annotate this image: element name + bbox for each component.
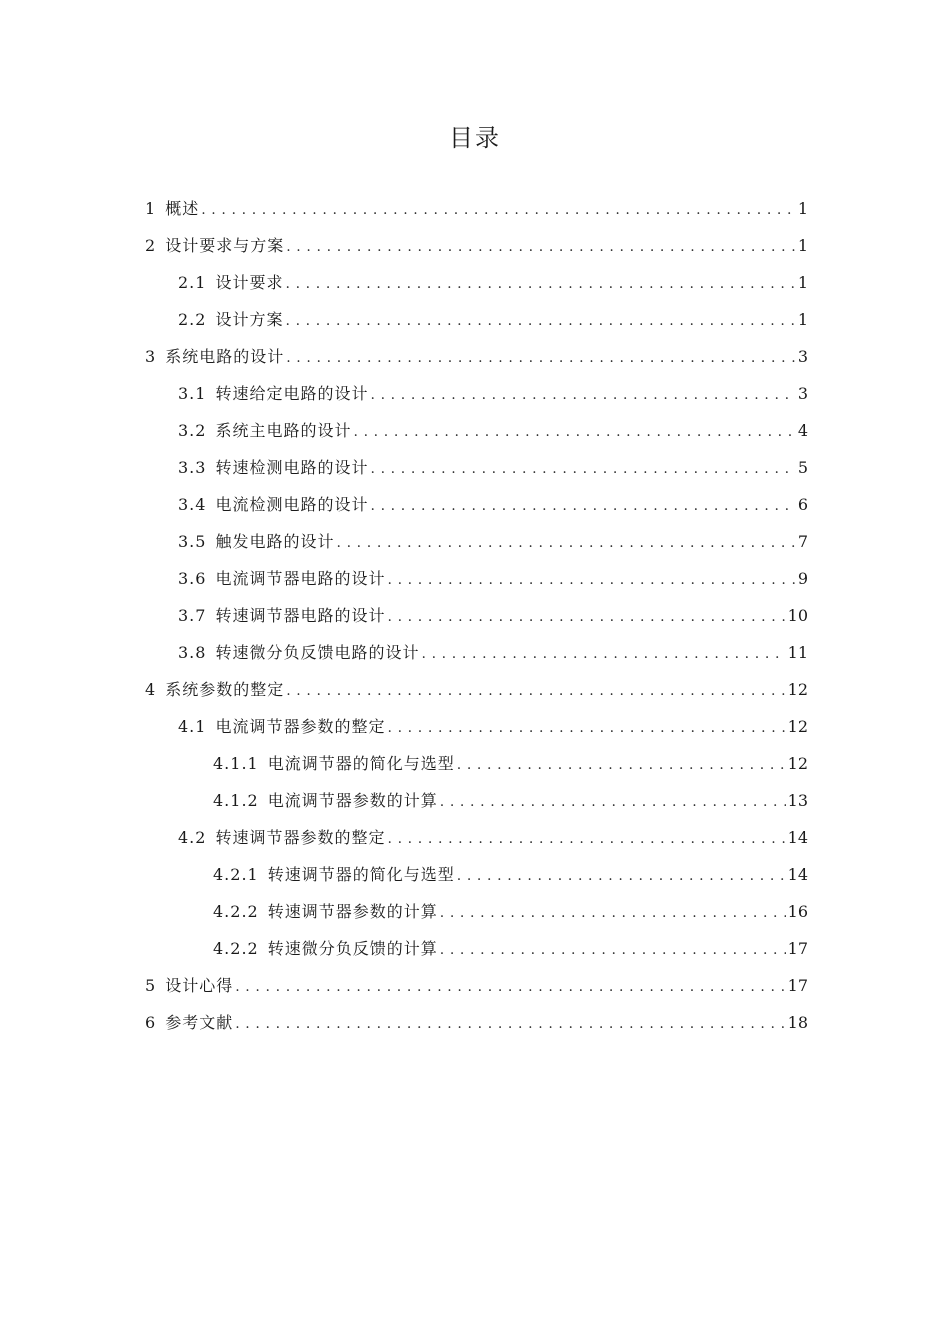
toc-entry-number: 2.2 — [178, 310, 207, 329]
toc-entry[interactable] — [145, 634, 808, 671]
toc-entry-number: 6 — [145, 1013, 157, 1032]
toc-entry-title: 设计方案 — [215, 310, 284, 329]
toc-entry-number: 3.4 — [178, 495, 207, 514]
toc-entry-title: 电流调节器参数的计算 — [267, 791, 438, 810]
toc-entry-title: 设计要求与方案 — [165, 236, 285, 255]
toc-entry-title: 概述 — [165, 199, 200, 218]
toc-entry-number: 3.8 — [178, 643, 207, 662]
toc-dot-leader — [457, 747, 786, 784]
toc-entry-page: 3 — [797, 384, 808, 403]
toc-entry-number: 4.1.2 — [213, 791, 259, 810]
toc-dot-leader — [286, 229, 796, 266]
toc-entry-page: 12 — [787, 680, 808, 699]
toc-dot-leader — [387, 599, 785, 636]
toc-entry-title: 转速调节器参数的计算 — [267, 902, 438, 921]
toc-dot-leader — [387, 710, 785, 747]
toc-entry-page: 1 — [797, 236, 808, 255]
toc-entry-page: 17 — [787, 976, 808, 995]
toc-entry-title: 电流调节器电路的设计 — [215, 569, 386, 588]
toc-entry-title: 转速调节器的简化与选型 — [267, 865, 455, 884]
toc-entry-title: 转速调节器参数的整定 — [215, 828, 386, 847]
toc-entry[interactable] — [145, 1004, 808, 1041]
toc-dot-leader — [336, 525, 795, 562]
toc-entry-number: 4 — [145, 680, 157, 699]
toc-entry-number: 3.5 — [178, 532, 207, 551]
toc-entry[interactable] — [145, 338, 808, 375]
toc-entry-number: 4.2 — [178, 828, 207, 847]
toc-entry-page: 4 — [797, 421, 808, 440]
toc-entry-page: 14 — [787, 828, 808, 847]
toc-entry-page: 16 — [787, 902, 808, 921]
toc-entry-page: 9 — [797, 569, 808, 588]
page-title: 目录 — [449, 124, 501, 152]
toc-entry[interactable] — [145, 967, 808, 1004]
toc-entry[interactable] — [145, 560, 808, 597]
toc-entry-title: 设计心得 — [165, 976, 234, 995]
toc-entry-page: 1 — [797, 199, 808, 218]
toc-entry-page: 18 — [787, 1013, 808, 1032]
toc-dot-leader — [286, 340, 796, 377]
toc-dot-leader — [370, 488, 795, 525]
toc-entry[interactable] — [145, 893, 808, 930]
toc-dot-leader — [353, 414, 795, 451]
toc-dot-leader — [235, 1006, 785, 1043]
toc-entry-title: 电流调节器的简化与选型 — [267, 754, 455, 773]
toc-entry-number: 2.1 — [178, 273, 207, 292]
toc-entry[interactable] — [145, 745, 808, 782]
toc-dot-leader — [421, 636, 785, 673]
toc-entry-title: 系统主电路的设计 — [215, 421, 352, 440]
toc-entry-page: 12 — [787, 717, 808, 736]
toc-entry[interactable] — [145, 449, 808, 486]
toc-entry[interactable] — [145, 597, 808, 634]
toc-entry-number: 5 — [145, 976, 157, 995]
toc-entry-page: 6 — [797, 495, 808, 514]
toc-dot-leader — [440, 932, 786, 969]
toc-entry[interactable] — [145, 819, 808, 856]
toc-entry-title: 设计要求 — [215, 273, 284, 292]
toc-entry-number: 4.2.1 — [213, 865, 259, 884]
toc-entry-number: 4.2.2 — [213, 939, 259, 958]
toc-dot-leader — [440, 784, 786, 821]
toc-dot-leader — [457, 858, 786, 895]
toc-entry-page: 3 — [797, 347, 808, 366]
toc-entry-title: 转速检测电路的设计 — [215, 458, 369, 477]
toc-entry-title: 参考文献 — [165, 1013, 234, 1032]
toc-entry-number: 4.1 — [178, 717, 207, 736]
toc-entry-number: 3.3 — [178, 458, 207, 477]
toc-entry[interactable] — [145, 301, 808, 338]
toc-entry-page: 11 — [787, 643, 808, 662]
toc-entry[interactable] — [145, 708, 808, 745]
toc-entry-page: 14 — [787, 865, 808, 884]
toc-entry[interactable] — [145, 486, 808, 523]
toc-entry-title: 系统电路的设计 — [165, 347, 285, 366]
toc-entry-title: 转速给定电路的设计 — [215, 384, 369, 403]
toc-dot-leader — [387, 562, 795, 599]
toc-dot-leader — [370, 451, 795, 488]
toc-dot-leader — [370, 377, 795, 414]
toc-dot-leader — [286, 673, 785, 710]
toc-entry[interactable] — [145, 264, 808, 301]
toc-entry[interactable] — [145, 856, 808, 893]
toc-entry-number: 4.1.1 — [213, 754, 259, 773]
table-of-contents — [145, 190, 808, 1041]
toc-entry-page: 10 — [787, 606, 808, 625]
toc-entry-title: 电流检测电路的设计 — [215, 495, 369, 514]
toc-entry[interactable] — [145, 523, 808, 560]
toc-entry-number: 3.6 — [178, 569, 207, 588]
toc-entry-page: 13 — [787, 791, 808, 810]
toc-dot-leader — [285, 303, 795, 340]
toc-entry[interactable] — [145, 190, 808, 227]
toc-entry-number: 3.2 — [178, 421, 207, 440]
toc-dot-leader — [440, 895, 786, 932]
toc-entry-page: 1 — [797, 310, 808, 329]
toc-dot-leader — [285, 266, 795, 303]
toc-entry-page: 5 — [797, 458, 808, 477]
toc-entry-page: 7 — [797, 532, 808, 551]
toc-entry-page: 17 — [787, 939, 808, 958]
toc-dot-leader — [235, 969, 785, 1006]
toc-entry-number: 4.2.2 — [213, 902, 259, 921]
toc-entry-title: 转速调节器电路的设计 — [215, 606, 386, 625]
toc-entry-number: 1 — [145, 199, 157, 218]
toc-entry-title: 触发电路的设计 — [215, 532, 335, 551]
toc-dot-leader — [387, 821, 785, 858]
toc-entry-number: 3.1 — [178, 384, 207, 403]
toc-entry-title: 转速微分负反馈电路的设计 — [215, 643, 420, 662]
toc-entry[interactable] — [145, 375, 808, 412]
toc-entry-page: 12 — [787, 754, 808, 773]
toc-entry-title: 转速微分负反馈的计算 — [267, 939, 438, 958]
toc-entry-title: 系统参数的整定 — [165, 680, 285, 699]
toc-entry-page: 1 — [797, 273, 808, 292]
toc-entry-number: 3.7 — [178, 606, 207, 625]
toc-dot-leader — [201, 192, 796, 229]
toc-entry[interactable] — [145, 782, 808, 819]
toc-entry[interactable] — [145, 412, 808, 449]
toc-entry-number: 2 — [145, 236, 157, 255]
toc-entry-title: 电流调节器参数的整定 — [215, 717, 386, 736]
toc-entry-number: 3 — [145, 347, 157, 366]
toc-entry[interactable] — [145, 671, 808, 708]
toc-entry[interactable] — [145, 930, 808, 967]
toc-entry[interactable] — [145, 227, 808, 264]
